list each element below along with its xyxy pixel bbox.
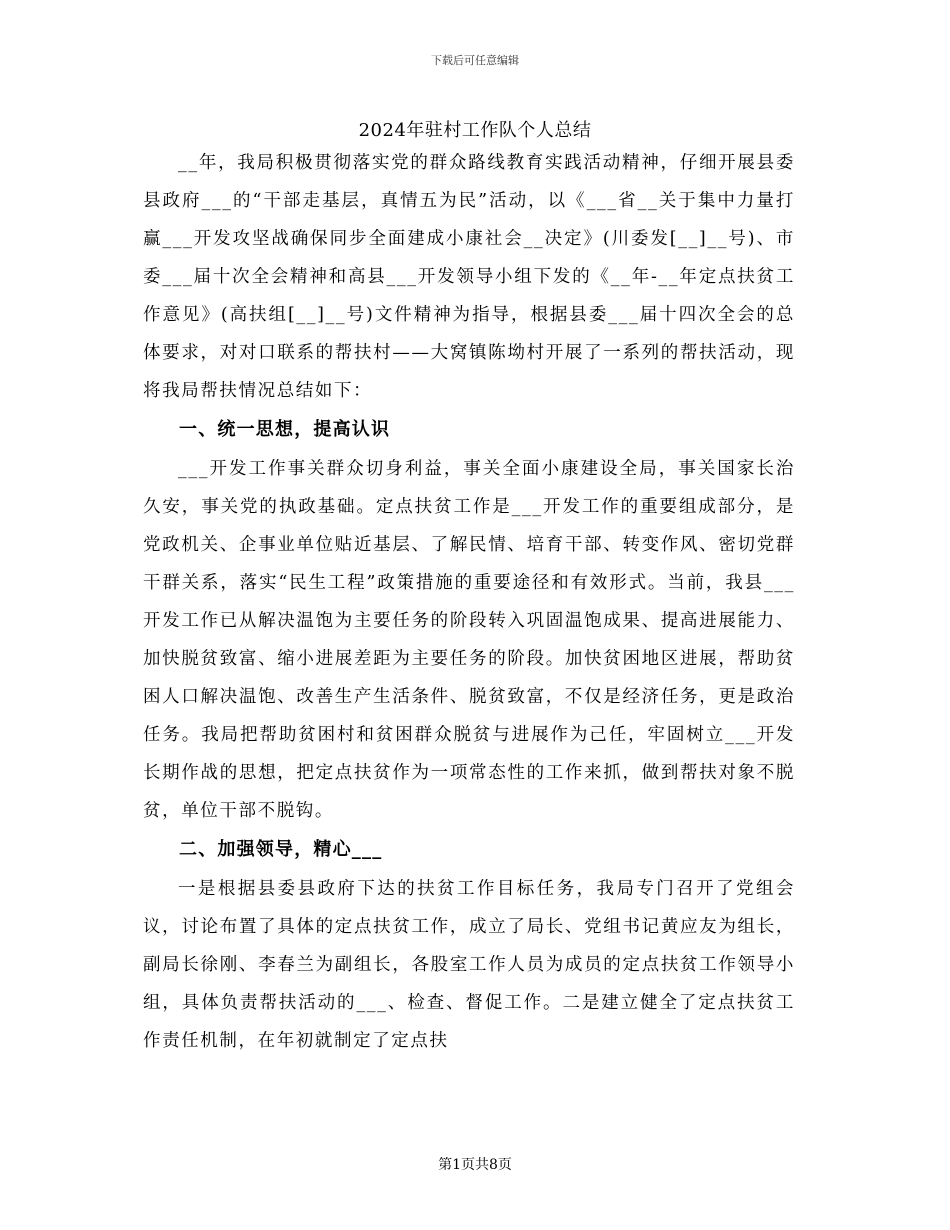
section-heading-2: 二、加强领导，精心___ bbox=[179, 839, 383, 860]
section-heading-1: 一、统一思想，提高认识 bbox=[179, 419, 391, 440]
section-2-paragraph: 一是根据县委县政府下达的扶贫工作目标任务，我局专门召开了党组会议，讨论布置了具体的定点扶贫工作，成立了局长、党组书记黄应友为组长，副局长徐刚、李春兰为副组长，各股室工作人员为成员的定点扶贫工作领导小组，具体负责帮扶活动的___、检查、督促工作。二是建立健全了定点扶贫工作责任机制，在年初就制定了定点扶 bbox=[143, 879, 795, 1051]
document-title: 2024年驻村工作队个人总结 bbox=[358, 120, 592, 141]
document-body bbox=[143, 144, 795, 1060]
section-1-paragraph: ___开发工作事关群众切身利益，事关全面小康建设全局，事关国家长治久安，事关党的执政基础。定点扶贫工作是___开发工作的重要组成部分，是党政机关、企事业单位贴近基层、了解民情、培育干部、转变作风、密切党群干群关系，落实“民生工程”政策措施的重要途径和有效形式。当前，我县___开发工作已从解决温饱为主要任务的阶段转入巩固温饱成果、提高进展能力、加快脱贫致富、缩小进展差距为主要任务的阶段。加快贫困地区进展，帮助贫困人口解决温饱、改善生产生活条件、脱贫致富，不仅是经济任务，更是政治任务。我局把帮助贫困村和贫困群众脱贫与进展作为己任，牢固树立___开发长期作战的思想，把定点扶贫作为一项常态性的工作来抓，做到帮扶对象不脱贫，单位干部不脱钩。 bbox=[143, 459, 795, 821]
page-number-footer: 第1页共8页 bbox=[438, 1157, 512, 1173]
page-header-note: 下载后可任意编辑 bbox=[431, 54, 519, 67]
intro-paragraph: __年，我局积极贯彻落实党的群众路线教育实践活动精神，仔细开展县委县政府___的“干部走基层，真情五为民”活动，以《___省__关于集中力量打赢___开发攻坚战确保同步全面建成小康社会__决定》(川委发[__]__号)、市委___届十次全会精神和高县___开发领导小组下发的《__年-__年定点扶贫工作意见》(高扶组[__]__号)文件精神为指导，根据县委___届十四次全会的总体要求，对对口联系的帮扶村——大窝镇陈坳村开展了一系列的帮扶活动，现将我局帮扶情况总结如下： bbox=[143, 153, 795, 401]
